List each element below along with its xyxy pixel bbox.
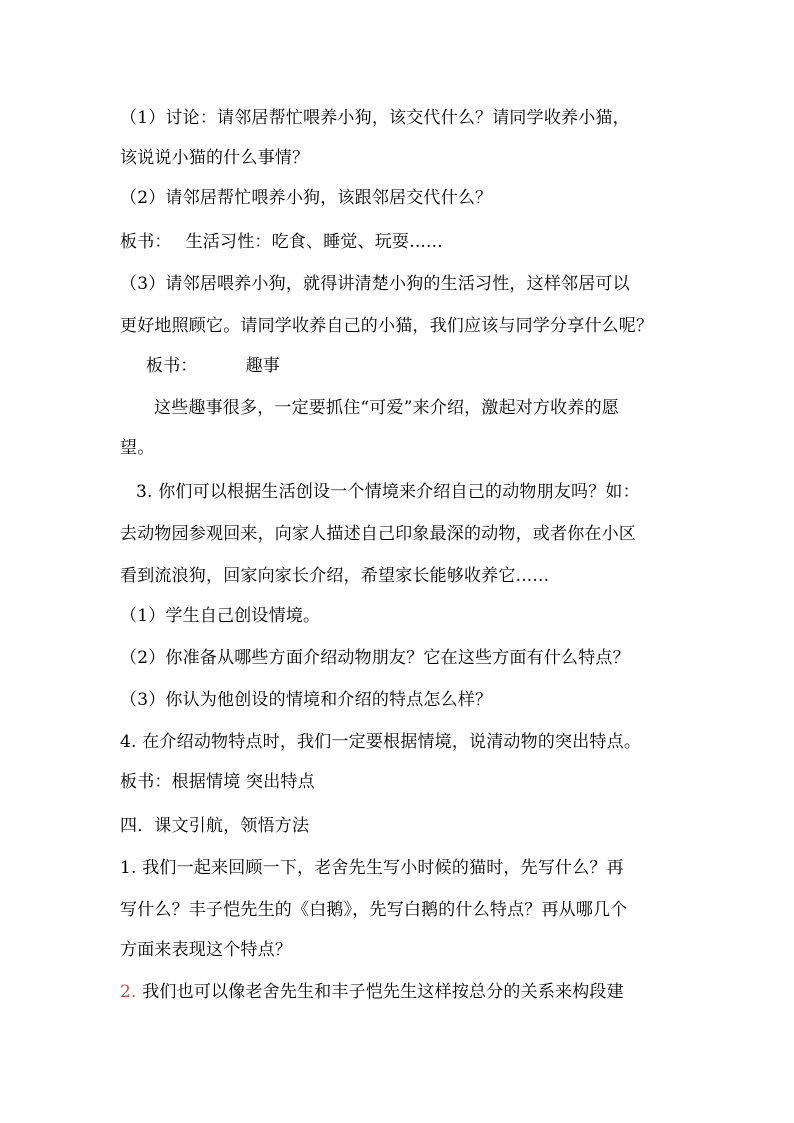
blackboard-text: 趣事	[245, 356, 281, 376]
paragraph-line: 4. 在介绍动物特点时，我们一定要根据情境，说清动物的突出特点。	[120, 732, 642, 752]
paragraph-line	[120, 980, 690, 1004]
paragraph-line: 这些趣事很多，一定要抓住“可爱”来介绍，激起对方收养的愿	[154, 398, 619, 418]
paragraph-line: 看到流浪狗，回家向家长介绍，希望家长能够收养它......	[120, 566, 550, 586]
paragraph-line: 望。	[120, 438, 155, 458]
paragraph-line: 该说说小猫的什么事情？	[120, 148, 310, 168]
paragraph-line: 3. 你们可以根据生活创设一个情境来介绍自己的动物朋友吗？如：	[136, 482, 640, 502]
blackboard-note-line: 板书：根据情境 突出特点	[120, 772, 315, 792]
paragraph-line: （1）讨论：请邻居帮忙喂养小狗，该交代什么？请同学收养小猫，	[120, 108, 630, 128]
paragraph-line: （2）请邻居帮忙喂养小狗，该跟邻居交代什么？	[120, 188, 493, 208]
paragraph-line: 去动物园参观回来，向家人描述自己印象最深的动物，或者你在小区	[120, 524, 636, 544]
paragraph-line: 1. 我们一起来回顾一下，老舍先生写小时候的猫时，先写什么？再	[120, 858, 624, 878]
blackboard-note-line	[146, 354, 716, 378]
blackboard-text: 生活习性：吃食、睡觉、玩耍......	[185, 232, 443, 252]
list-number: 2.	[120, 982, 137, 1002]
blackboard-note-line	[120, 230, 690, 254]
section-heading: 四．课文引航，领悟方法	[120, 816, 310, 836]
paragraph-line: 写什么？丰子恺先生的《白鹅》，先写白鹅的什么特点？再从哪几个	[120, 900, 628, 920]
paragraph-line: （3）请邻居喂养小狗，就得讲清楚小狗的生活习性，这样邻居可以	[120, 274, 630, 294]
list-text: 我们也可以像老舍先生和丰子恺先生这样按总分的关系来构段建	[142, 982, 624, 1002]
paragraph-line: （3）你认为他创设的情境和介绍的特点怎么样？	[120, 690, 493, 710]
paragraph-line: 方面来表现这个特点？	[120, 940, 292, 960]
paragraph-line: 更好地照顾它。请同学收养自己的小猫，我们应该与同学分享什么呢？	[120, 316, 654, 336]
paragraph-line: （2）你准备从哪些方面介绍动物朋友？它在这些方面有什么特点？	[120, 648, 630, 668]
blackboard-label: 板书：	[146, 356, 198, 376]
blackboard-label: 板书：	[120, 232, 172, 252]
paragraph-line: （1）学生自己创设情境。	[120, 606, 321, 626]
